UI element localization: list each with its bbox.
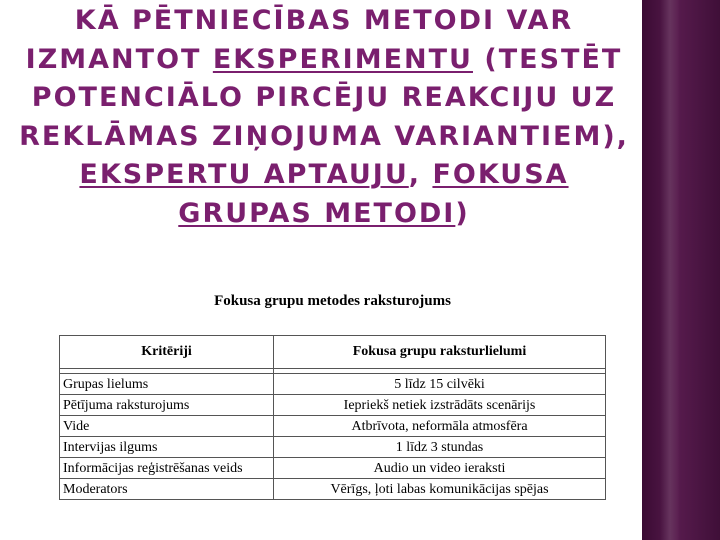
- criterion-cell: Informācijas reģistrēšanas veids: [60, 458, 274, 479]
- criterion-cell: Pētījuma raksturojums: [60, 395, 274, 416]
- value-cell: Iepriekš netiek izstrādāts scenārijs: [274, 395, 606, 416]
- value-cell: Atbrīvota, neformāla atmosfēra: [274, 416, 606, 437]
- criterion-cell: Grupas lielums: [60, 374, 274, 395]
- title-part-focus-group: FOKUSA GRUPAS METODI: [178, 159, 569, 229]
- header-characteristics: Fokusa grupu raksturlielumi: [274, 336, 606, 369]
- title-part-expert-survey: EKSPERTU APTAUJU: [79, 159, 409, 190]
- table-row: [60, 416, 606, 437]
- criterion-cell: Moderators: [60, 479, 274, 500]
- value-cell: Audio un video ieraksti: [274, 458, 606, 479]
- table-row: [60, 458, 606, 479]
- criterion-cell: Vide: [60, 416, 274, 437]
- title-part-experiment: EKSPERIMENTU: [212, 43, 473, 75]
- value-cell: Vērīgs, ļoti labas komunikācijas spējas: [274, 479, 606, 500]
- criteria-table: [59, 335, 606, 500]
- value-cell: 5 līdz 15 cilvēki: [274, 374, 606, 395]
- criterion-cell: Intervijas ilgums: [60, 437, 274, 458]
- slide-title: [18, 2, 630, 233]
- title-part: ): [455, 197, 470, 229]
- table-header-row: [60, 336, 606, 369]
- table-row: [60, 479, 606, 500]
- title-part: (TESTĒT POTENCIĀLO PIRCĒJU REAKCIJU UZ REKLĀMAS ZIŅOJUMA VARIANTIEM),: [19, 43, 629, 152]
- table-caption: Fokusa grupu metodes raksturojums: [214, 293, 451, 309]
- title-part: KĀ PĒTNIECĪBAS METODI VAR IZMANTOT: [25, 5, 574, 75]
- header-criteria: Kritēriji: [60, 336, 274, 369]
- decorative-sidebar: [642, 0, 720, 540]
- title-part: ,: [408, 159, 433, 190]
- table-row: [60, 374, 606, 395]
- table-row: [60, 437, 606, 458]
- table-row: [60, 395, 606, 416]
- value-cell: 1 līdz 3 stundas: [274, 437, 606, 458]
- sidebar-sheen: [660, 0, 680, 540]
